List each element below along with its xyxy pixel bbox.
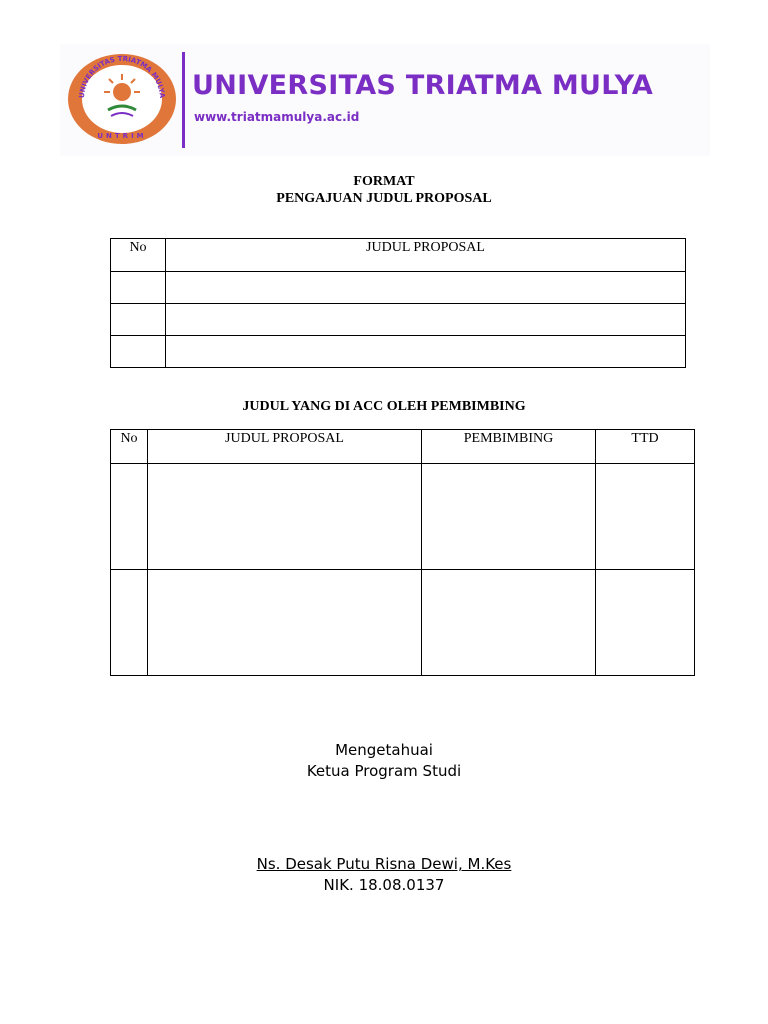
- header-judul-proposal: JUDUL PROPOSAL: [166, 239, 686, 272]
- table-row: [111, 464, 695, 570]
- table-cell[interactable]: [166, 336, 686, 368]
- signer-name: Ns. Desak Putu Risna Dewi, M.Kes: [256, 855, 512, 873]
- signer-nik: NIK. 18.08.0137: [323, 876, 445, 894]
- header-divider: [182, 52, 185, 148]
- document-title: PENGAJUAN JUDUL PROPOSAL: [276, 191, 492, 206]
- table-cell[interactable]: [111, 272, 166, 304]
- table-cell[interactable]: [596, 570, 695, 676]
- table-row: [111, 304, 686, 336]
- svg-text:UNIVERSITAS TRIATMA MULYA: UNIVERSITAS TRIATMA MULYA: [77, 54, 167, 99]
- table-cell[interactable]: [422, 570, 596, 676]
- document-title-format: FORMAT: [353, 174, 415, 189]
- table-row: [111, 570, 695, 676]
- table-row: [111, 272, 686, 304]
- header-judul-proposal: JUDUL PROPOSAL: [148, 430, 422, 464]
- header-pembimbing: PEMBIMBING: [422, 430, 596, 464]
- svg-text:UNTRIM: UNTRIM: [97, 132, 147, 140]
- table-header-row: [111, 430, 695, 464]
- table-cell[interactable]: [148, 464, 422, 570]
- university-website: www.triatmamulya.ac.id: [194, 110, 360, 124]
- university-name: UNIVERSITAS TRIATMA MULYA: [192, 70, 654, 101]
- header-no: No: [111, 239, 166, 272]
- header-ttd: TTD: [596, 430, 695, 464]
- table-cell[interactable]: [111, 336, 166, 368]
- table-header-row: [111, 239, 686, 272]
- table-cell[interactable]: [166, 272, 686, 304]
- approved-titles-heading: JUDUL YANG DI ACC OLEH PEMBIMBING: [242, 399, 526, 414]
- signer-position: Ketua Program Studi: [306, 762, 462, 780]
- approved-titles-table: [110, 429, 695, 676]
- university-logo: [66, 52, 178, 146]
- table-cell[interactable]: [111, 304, 166, 336]
- table-cell[interactable]: [148, 570, 422, 676]
- acknowledgement-label: Mengetahuai: [335, 741, 433, 759]
- proposal-submission-table: [110, 238, 686, 368]
- header-no: No: [111, 430, 148, 464]
- table-cell[interactable]: [111, 464, 148, 570]
- table-row: [111, 336, 686, 368]
- table-cell[interactable]: [166, 304, 686, 336]
- table-cell[interactable]: [111, 570, 148, 676]
- table-cell[interactable]: [422, 464, 596, 570]
- table-cell[interactable]: [596, 464, 695, 570]
